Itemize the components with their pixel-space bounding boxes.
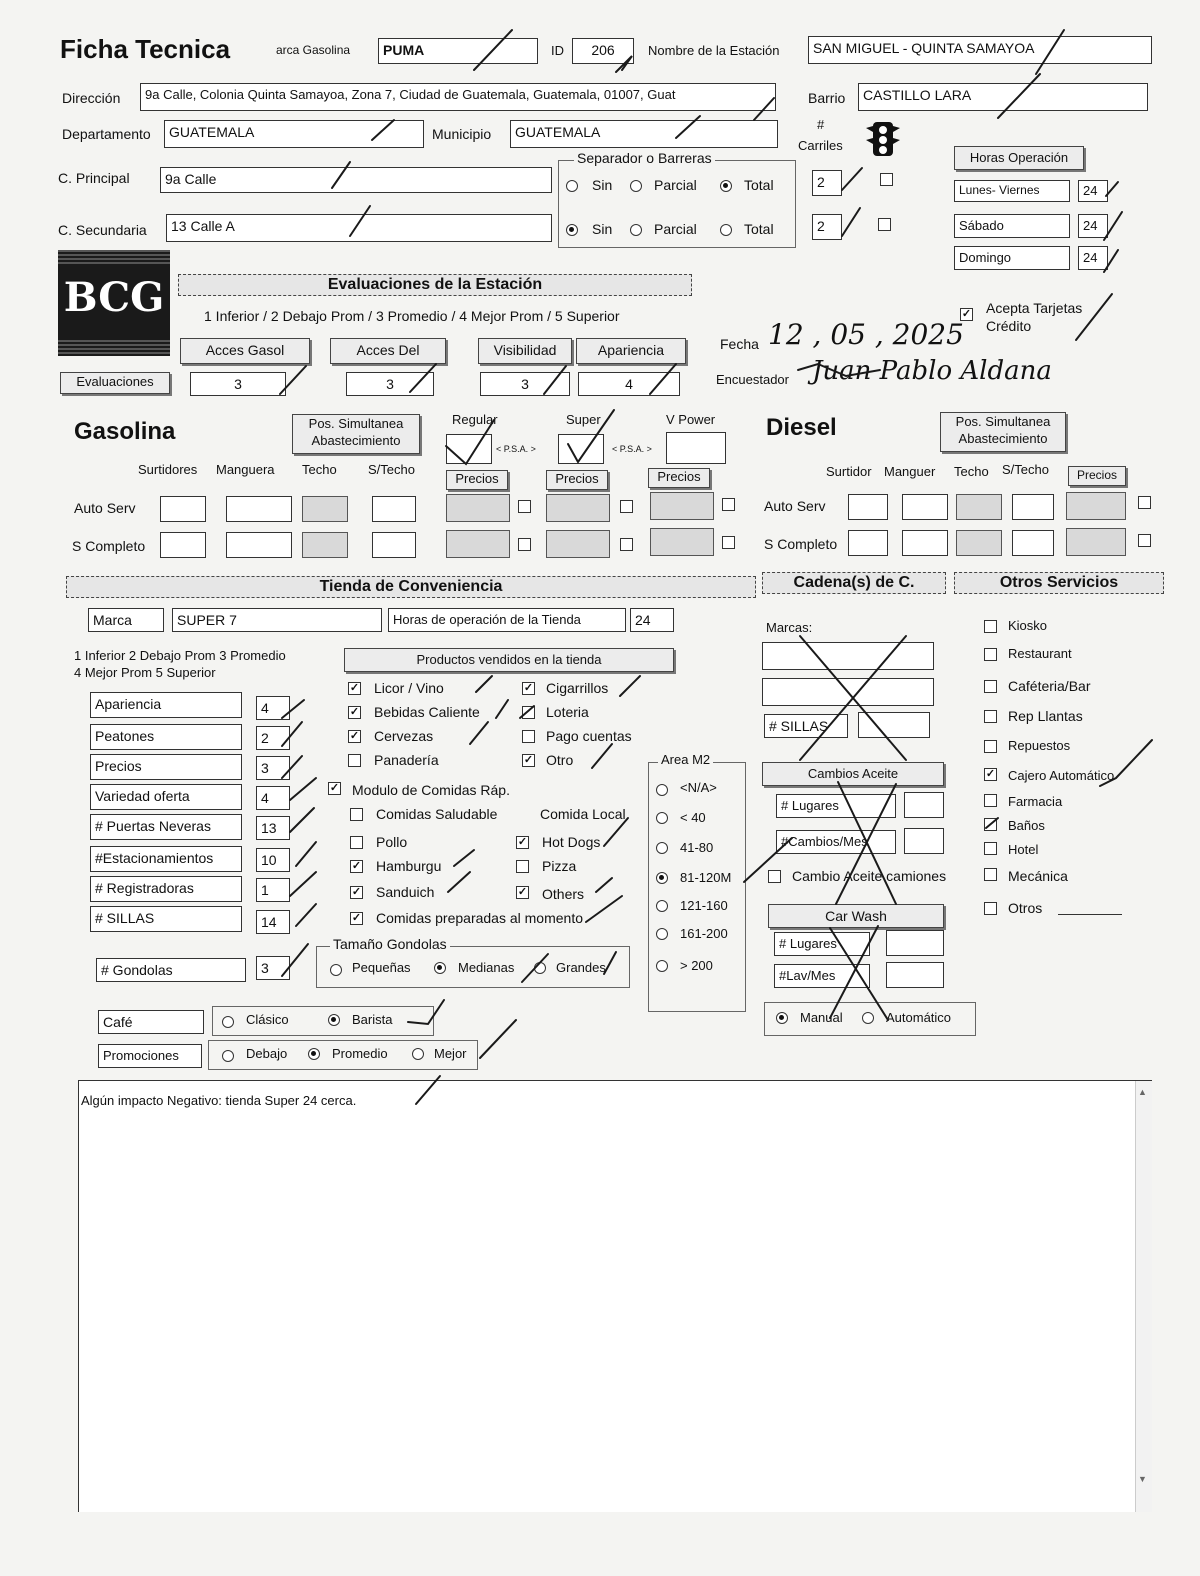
separador-title: Separador o Barreras [574,150,715,166]
sabado-label: Sábado [954,214,1070,238]
cafe-barista-radio[interactable] [328,1014,340,1026]
otros-checkbox[interactable] [984,794,997,807]
comida-label: Hamburgu [376,858,442,874]
tamano-title: Tamaño Gondolas [330,936,450,952]
diesel-pos-simultanea [940,412,1066,452]
cafe-label: Café [98,1010,204,1034]
evaluaciones-title: Evaluaciones de la Estación [178,274,692,296]
rating-value[interactable]: 14 [256,910,290,934]
fecha-value[interactable]: 12 , 05 , 2025 [768,318,964,351]
rating-label: Apariencia [90,692,242,718]
area-radio[interactable] [656,812,668,824]
cw-manual-label: Manual [800,1010,843,1025]
dsl-col-techo: Techo [954,464,989,479]
marca-field[interactable]: PUMA [378,38,538,64]
id-label: ID [551,43,564,58]
comida-label: Hot Dogs [542,834,601,850]
producto-checkbox[interactable]: ✓ [523,682,534,694]
dsl-cell[interactable] [1012,494,1054,520]
cambios-title: Cambios Aceite [762,762,944,786]
comida-checkbox[interactable]: ✓ [351,912,362,924]
modulo-label: Modulo de Comidas Ráp. [352,782,510,798]
cadenas-marca-2[interactable] [762,678,934,706]
rating-value[interactable]: 4 [256,696,290,720]
producto-label: Licor / Vino [374,680,444,696]
gas-price-check[interactable] [518,500,531,513]
saludable-label: Comidas Saludable [376,806,498,822]
sep2-parcial-label: Parcial [654,221,697,237]
producto-label: Bebidas Caliente [374,704,480,720]
dsl-row-autoserv: Auto Serv [764,498,826,514]
dsl-cell[interactable] [1012,530,1054,556]
rating-value[interactable]: 10 [256,848,290,872]
producto-label: Cervezas [374,728,434,744]
psa-2: < P.S.A. > [612,444,652,454]
producto-checkbox[interactable] [522,730,535,743]
otros-checkbox[interactable] [984,902,997,915]
dsl-price-check[interactable] [1138,496,1151,509]
area-group [648,762,746,1012]
acces-del-value[interactable]: 3 [346,372,434,396]
gas-col-surtidores: Surtidores [138,462,198,477]
cw-manual-radio[interactable] [776,1012,788,1024]
cadenas-sillas-label: # SILLAS [764,714,848,738]
comments-text: Algún impacto Negativo: tienda Super 24 cerca. [81,1093,357,1108]
producto-checkbox[interactable]: ✓ [349,730,360,742]
comida-checkbox[interactable]: ✓ [517,886,528,898]
otros-label: Hotel [1008,842,1039,857]
apariencia-eval-label: Apariencia [576,338,686,364]
gas-col-techo: Techo [302,462,337,477]
encuestador-value[interactable]: Juan Pablo Aldana [812,356,1052,386]
dsl-price-check[interactable] [1138,534,1151,547]
domingo-value[interactable]: 24 [1078,246,1108,270]
gas-precios-2: Precios [546,470,608,490]
comida-checkbox[interactable] [350,836,363,849]
otros-line [1058,914,1122,915]
gas-precios-1: Precios [446,470,508,490]
tienda-scale-1: 1 Inferior 2 Debajo Prom 3 Promedio [74,648,286,663]
dsl-cell[interactable] [848,530,888,556]
comida-label: Pollo [376,834,408,850]
comida-checkbox[interactable]: ✓ [517,836,528,848]
c-secundaria-label: C. Secundaria [58,222,147,238]
tienda-horas-value[interactable]: 24 [630,608,674,632]
direccion-label: Dirección [62,90,121,106]
otros-checkbox[interactable] [984,868,997,881]
area-label: 161-200 [680,926,728,941]
tamano-medianas-radio[interactable] [434,962,446,974]
gas-price-cell[interactable] [650,528,714,556]
area-radio[interactable] [656,928,668,940]
evaluaciones-row-label: Evaluaciones [60,372,170,394]
cw-lugares-value[interactable] [886,930,944,956]
scroll-down-icon[interactable]: ▼ [1138,1474,1147,1484]
carriles-hash: # [817,117,825,132]
visibilidad-value[interactable]: 3 [480,372,570,396]
comments-box[interactable] [78,1080,1152,1512]
gas-pos-line1: Pos. Simultanea [308,416,404,431]
modulo-checkbox[interactable]: ✓ [329,782,340,794]
vpower-field[interactable] [666,432,726,464]
sep1-parcial-radio[interactable] [630,180,642,192]
local-label: Comida Local [540,806,626,822]
area-radio[interactable] [656,842,668,854]
carriles-row1-check[interactable] [880,173,893,186]
sep2-sin-radio[interactable] [566,224,578,236]
comida-label: Others [542,886,585,902]
super-label: Super [566,412,601,427]
gas-row-autoserv: Auto Serv [74,500,136,516]
promo-promedio-radio[interactable] [308,1048,320,1060]
gondolas-value[interactable]: 3 [256,956,290,980]
gas-price-check[interactable] [620,538,633,551]
cw-auto-label: Automático [886,1010,952,1025]
nombre-field[interactable]: SAN MIGUEL - QUINTA SAMAYOA [808,36,1152,64]
diesel-title: Diesel [766,414,837,441]
rating-label: Variedad oferta [90,784,242,810]
evaluaciones-scale: 1 Inferior / 2 Debajo Prom / 3 Promedio / 4 Mejor Prom / 5 Superior [204,308,620,324]
producto-label: Loteria [546,704,589,720]
departamento-label: Departamento [62,126,151,142]
tarjetas-label-2: Crédito [986,318,1032,334]
area-radio[interactable] [656,872,668,884]
tienda-horas-label: Horas de operación de la Tienda [388,608,626,632]
traffic-light-icon [864,120,902,160]
rating-label: # Puertas Neveras [90,814,242,840]
sep1-parcial-label: Parcial [654,177,697,193]
vpower-label: V Power [666,412,716,427]
area-label: 81-120M [680,870,732,885]
c-principal-label: C. Principal [58,170,130,186]
producto-checkbox[interactable]: ✓ [523,754,534,766]
area-title: Area M2 [658,752,713,767]
carriles-row2-check[interactable] [878,218,891,231]
otros-label: Cajero Automático [1008,768,1115,783]
area-label: 121-160 [680,898,728,913]
bcg-logo-text: BCG [63,274,165,321]
dsl-pos-line2: Abastecimiento [958,431,1048,446]
producto-label: Otro [546,752,574,768]
gas-price-cell[interactable] [546,494,610,522]
rating-label: # SILLAS [90,906,242,932]
sabado-value[interactable]: 24 [1078,214,1108,238]
promo-debajo-radio[interactable] [222,1050,234,1062]
tarjetas-label: Acepta Tarjetas [986,300,1083,316]
horas-title: Horas Operación [954,146,1084,170]
dsl-row-scompleto: S Completo [764,536,838,552]
scroll-up-icon[interactable]: ▲ [1138,1087,1147,1097]
otros-label: Farmacia [1008,794,1063,809]
gas-col-manguera: Manguera [216,462,275,477]
cadenas-marcas-label: Marcas: [766,620,813,635]
regular-field[interactable] [446,434,492,464]
departamento-field[interactable]: GUATEMALA [164,120,424,148]
comments-scrollbar[interactable] [1135,1081,1152,1512]
gas-col-stecho: S/Techo [368,462,415,477]
gasolina-pos-simultanea [292,414,420,454]
producto-checkbox[interactable] [348,754,361,767]
promo-promedio-label: Promedio [332,1046,388,1061]
gas-price-cell[interactable] [650,492,714,520]
marca-label: arca Gasolina [276,43,351,57]
cafe-barista-label: Barista [352,1012,393,1027]
tienda-title: Tienda de Conveniencia [66,576,756,598]
saludable-checkbox[interactable] [350,808,363,821]
cw-lav-label: #Lav/Mes [774,964,870,988]
cadenas-sillas-value[interactable] [858,712,930,738]
producto-checkbox[interactable]: ✓ [349,682,360,694]
promo-label: Promociones [98,1044,202,1068]
page-title: Ficha Tecnica [60,34,231,64]
gas-pos-line2: Abastecimiento [311,433,401,448]
gas-cell[interactable] [160,496,206,522]
regular-label: Regular [452,412,498,427]
otros-label: Caféteria/Bar [1008,678,1091,694]
tamano-grandes-radio[interactable] [534,962,546,974]
otros-label: Mecánica [1008,868,1068,884]
otros-label: Restaurant [1008,646,1072,661]
acces-gasol-label: Acces Gasol [180,338,310,364]
rating-value[interactable]: 4 [256,786,290,810]
productos-title: Productos vendidos en la tienda [344,648,674,672]
dsl-cell[interactable] [902,494,948,520]
comida-label: Comidas preparadas al momento [376,910,583,926]
gas-cell[interactable] [160,532,206,558]
municipio-label: Municipio [432,126,492,142]
fecha-label: Fecha [720,336,759,352]
id-field[interactable]: 206 [572,38,634,64]
gas-price-cell[interactable] [446,494,510,522]
otros-label: Otros [1008,900,1043,916]
c-secundaria-field[interactable]: 13 Calle A [166,214,552,242]
cambios-mes-value[interactable] [904,828,944,854]
acces-gasol-value[interactable]: 3 [190,372,286,396]
otros-checkbox[interactable] [984,842,997,855]
area-radio[interactable] [656,784,668,796]
dsl-precios: Precios [1068,466,1126,486]
producto-label: Pago cuentas [546,728,632,744]
super-field[interactable] [558,434,604,464]
rating-label: Precios [90,754,242,780]
nombre-label: Nombre de la Estación [648,43,780,58]
area-label: < 40 [680,810,706,825]
dsl-col-stecho: S/Techo [1002,462,1049,477]
otros-label: Kiosko [1008,618,1048,633]
dsl-cell[interactable] [956,494,1002,520]
cw-lav-value[interactable] [886,962,944,988]
tienda-scale-2: 4 Mejor Prom 5 Superior [74,665,216,680]
gondolas-label: # Gondolas [96,958,246,982]
gas-price-check[interactable] [620,500,633,513]
barrio-field[interactable]: CASTILLO LARA [858,83,1148,111]
sep2-parcial-radio[interactable] [630,224,642,236]
area-radio[interactable] [656,960,668,972]
comida-checkbox[interactable] [516,860,529,873]
rating-value[interactable]: 3 [256,756,290,780]
area-label: > 200 [680,958,713,973]
promo-debajo-label: Debajo [246,1046,288,1061]
otros-checkbox[interactable] [984,740,997,753]
dsl-cell[interactable] [848,494,888,520]
dsl-col-surtidor: Surtidor [826,464,872,479]
gas-price-cell[interactable] [546,530,610,558]
sep1-sin-label: Sin [592,177,613,193]
gas-cell[interactable] [226,496,292,522]
cambios-mes-label: #Cambios/Mes [776,830,896,854]
gas-price-check[interactable] [722,536,735,549]
producto-checkbox[interactable] [522,706,535,719]
otros-checkbox[interactable] [984,680,997,693]
otros-checkbox[interactable]: ✓ [985,768,996,780]
gas-price-cell[interactable] [446,530,510,558]
otros-label: Repuestos [1008,738,1071,753]
tamano-pequenas-radio[interactable] [330,964,342,976]
otros-label: Baños [1008,818,1045,833]
sep2-sin-label: Sin [592,221,613,237]
dsl-cell[interactable] [902,530,948,556]
cadenas-marca-1[interactable] [762,642,934,670]
carwash-title: Car Wash [768,904,944,928]
tienda-marca-value[interactable]: SUPER 7 [172,608,382,632]
otros-checkbox[interactable] [984,710,997,723]
gas-cell[interactable] [226,532,292,558]
otros-label: Rep Llantas [1008,708,1083,724]
gas-cell[interactable] [372,496,416,522]
lunes-value[interactable]: 24 [1078,180,1108,202]
dsl-price-cell[interactable] [1066,528,1126,556]
gas-cell[interactable] [302,496,348,522]
tamano-medianas-label: Medianas [458,960,515,975]
psa-1: < P.S.A. > [496,444,536,454]
acces-del-label: Acces Del [330,338,446,364]
rating-label: #Estacionamientos [90,846,242,872]
rating-label: # Registradoras [90,876,242,902]
domingo-label: Domingo [954,246,1070,270]
promo-mejor-radio[interactable] [412,1048,424,1060]
sep1-total-radio[interactable] [720,180,732,192]
barrio-label: Barrio [808,90,846,106]
sep2-total-radio[interactable] [720,224,732,236]
rating-label: Peatones [90,724,242,750]
carriles-row2-field[interactable]: 2 [812,214,842,240]
producto-checkbox[interactable]: ✓ [349,706,360,718]
dsl-pos-line1: Pos. Simultanea [955,414,1051,429]
tarjetas-checkbox[interactable]: ✓ [961,308,972,320]
municipio-field[interactable]: GUATEMALA [510,120,778,148]
tienda-marca-label: Marca [88,608,164,632]
producto-label: Panadería [374,752,439,768]
cw-auto-radio[interactable] [862,1012,874,1024]
carriles-label: Carriles [798,138,843,153]
camiones-label: Cambio Aceite camiones [792,868,947,884]
gas-cell[interactable] [372,532,416,558]
otros-checkbox[interactable] [984,648,997,661]
comida-label: Pizza [542,858,577,874]
area-label: <N/A> [680,780,717,795]
dsl-col-manguer: Manguer [884,464,936,479]
carriles-row1-field[interactable]: 2 [812,170,842,196]
bcg-logo [58,250,170,356]
gas-price-check[interactable] [722,498,735,511]
gas-price-check[interactable] [518,538,531,551]
c-principal-field[interactable]: 9a Calle [160,167,552,193]
otros-checkbox[interactable] [984,818,997,831]
sep1-sin-radio[interactable] [566,180,578,192]
gasolina-title: Gasolina [74,418,176,445]
comida-checkbox[interactable]: ✓ [351,860,362,872]
promo-mejor-label: Mejor [434,1046,467,1061]
cw-lugares-label: # Lugares [774,932,870,956]
sep1-total-label: Total [744,177,774,193]
gas-row-scompleto: S Completo [72,538,146,554]
gas-cell[interactable] [302,532,348,558]
direccion-field[interactable]: 9a Calle, Colonia Quinta Samayoa, Zona 7, Ciudad de Guatemala, Guatemala, 01007, Guat [140,83,776,111]
gas-precios-3: Precios [648,468,710,488]
tamano-grandes-label: Grandes [556,960,606,975]
sep2-total-label: Total [744,221,774,237]
otros-title: Otros Servicios [954,572,1164,594]
dsl-cell[interactable] [956,530,1002,556]
cambios-lugares-value[interactable] [904,792,944,818]
comida-checkbox[interactable]: ✓ [351,886,362,898]
rating-value[interactable]: 13 [256,816,290,840]
cambios-lugares-label: # Lugares [776,794,896,818]
visibilidad-label: Visibilidad [478,338,572,364]
apariencia-eval-value[interactable]: 4 [578,372,680,396]
area-radio[interactable] [656,900,668,912]
dsl-price-cell[interactable] [1066,492,1126,520]
cafe-clasico-radio[interactable] [222,1016,234,1028]
rating-value[interactable]: 1 [256,878,290,902]
tamano-pequenas-label: Pequeñas [352,960,411,975]
encuestador-label: Encuestador [716,372,789,387]
otros-checkbox[interactable] [984,620,997,633]
cadenas-title: Cadena(s) de C. [762,572,946,594]
rating-value[interactable]: 2 [256,726,290,750]
comida-label: Sanduich [376,884,435,900]
camiones-checkbox[interactable] [768,870,781,883]
lunes-label: Lunes- Viernes [954,180,1070,202]
area-label: 41-80 [680,840,714,855]
cafe-clasico-label: Clásico [246,1012,289,1027]
producto-label: Cigarrillos [546,680,609,696]
